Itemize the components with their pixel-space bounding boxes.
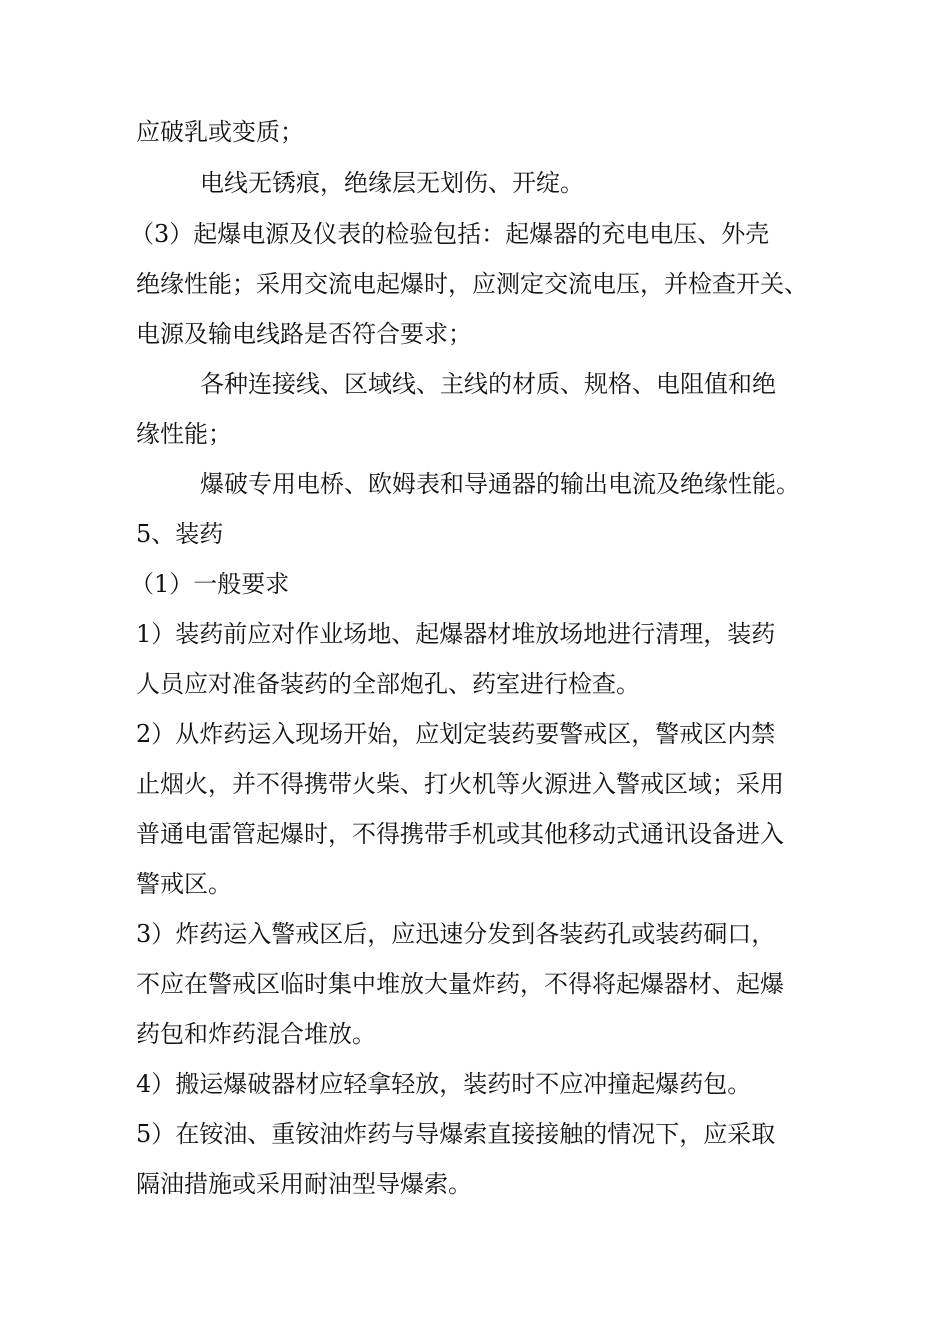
text-line: 3）炸药运入警戒区后，应迅速分发到各装药孔或装药硐口，: [136, 920, 776, 948]
text-line: 绝缘性能；采用交流电起爆时，应测定交流电压，并检查开关、: [136, 270, 808, 298]
text-line: 4）搬运爆破器材应轻拿轻放，装药时不应冲撞起爆药包。: [136, 1070, 752, 1098]
subsection-heading: （1）一般要求: [130, 570, 290, 598]
text-line: 不应在警戒区临时集中堆放大量炸药，不得将起爆器材、起爆: [136, 970, 784, 998]
text-line: 电线无锈痕，绝缘层无划伤、开绽。: [200, 169, 584, 197]
text-line: 应破乳或变质；: [136, 118, 304, 146]
text-line: 止烟火，并不得携带火柴、打火机等火源进入警戒区域；采用: [136, 770, 784, 798]
text-line: 缘性能；: [136, 420, 232, 448]
text-line: 电源及输电线路是否符合要求；: [136, 320, 472, 348]
text-line: （3）起爆电源及仪表的检验包括：起爆器的充电电压、外壳: [130, 220, 770, 248]
text-line: 药包和炸药混合堆放。: [136, 1020, 376, 1048]
text-line: 普通电雷管起爆时，不得携带手机或其他移动式通讯设备进入: [136, 820, 784, 848]
text-line: 1）装药前应对作业场地、起爆器材堆放场地进行清理，装药: [136, 620, 776, 648]
text-line: 隔油措施或采用耐油型导爆索。: [136, 1170, 472, 1198]
text-line: 警戒区。: [136, 870, 232, 898]
text-line: 爆破专用电桥、欧姆表和导通器的输出电流及绝缘性能。: [200, 470, 800, 498]
text-line: 各种连接线、区域线、主线的材质、规格、电阻值和绝: [200, 370, 776, 398]
section-heading: 5、装药: [136, 520, 224, 548]
text-line: 2）从炸药运入现场开始，应划定装药要警戒区，警戒区内禁: [136, 720, 776, 748]
text-line: 人员应对准备装药的全部炮孔、药室进行检查。: [136, 670, 640, 698]
text-line: 5）在铵油、重铵油炸药与导爆索直接接触的情况下，应采取: [136, 1120, 776, 1148]
